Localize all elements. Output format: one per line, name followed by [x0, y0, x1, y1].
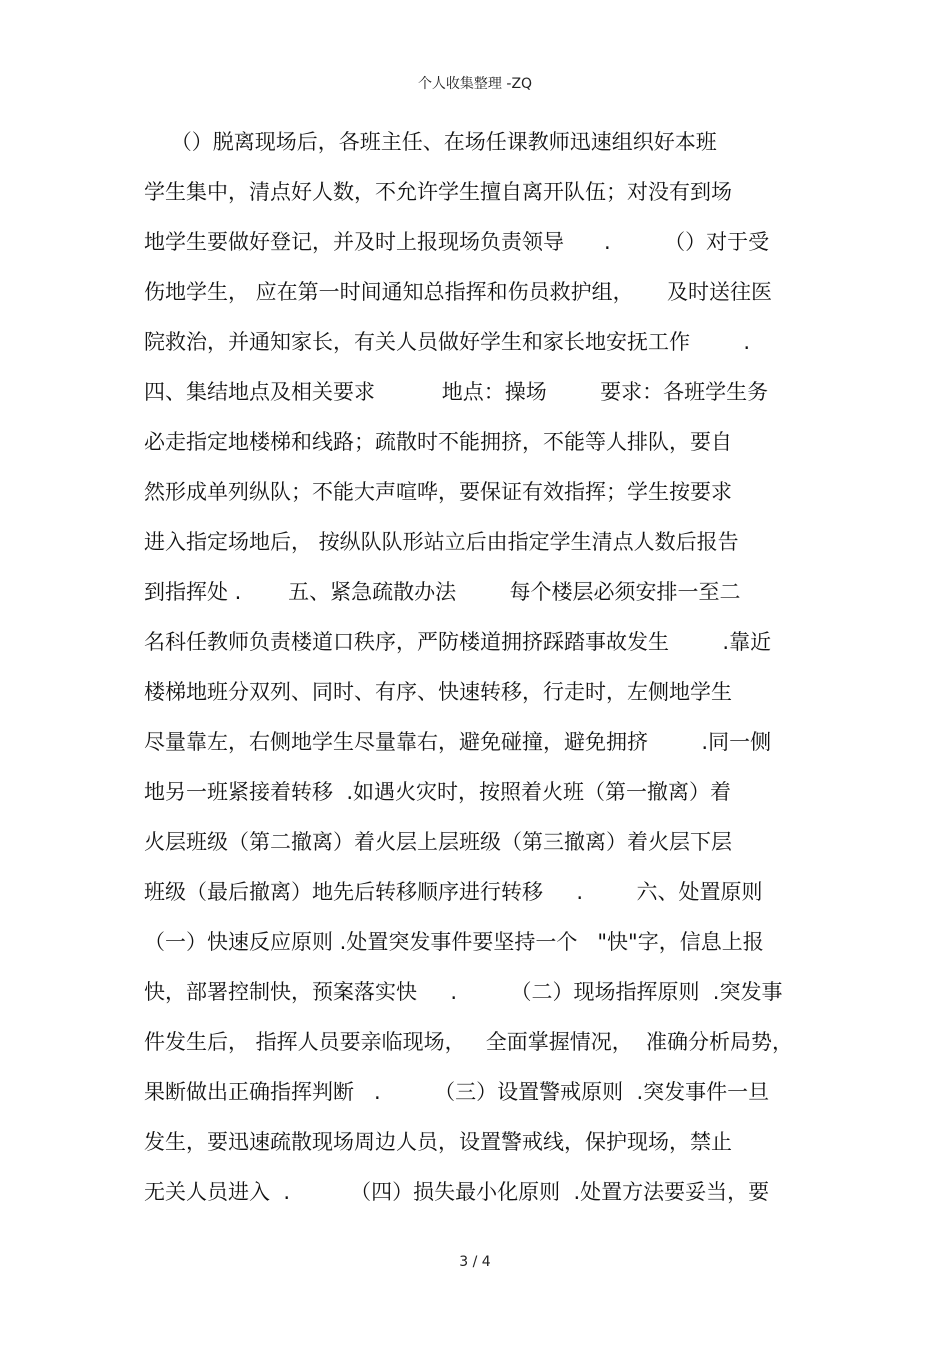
body-line: 火层班级（第二撤离）着火层上层班级（第三撤离）着火层下层 [144, 830, 732, 854]
body-line: 伤地学生， 应在第一时间通知总指挥和伤员救护组， 及时送往医 [144, 280, 773, 304]
body-line: 名科任教师负责楼道口秩序，严防楼道拥挤踩踏事故发生 .靠近 [144, 630, 772, 654]
page-number: 3 / 4 [459, 1254, 491, 1270]
body-line: 班级（最后撤离）地先后转移顺序进行转移 . 六、处置原则 [144, 880, 763, 904]
body-line: （）脱离现场后，各班主任、在场任课教师迅速组织好本班 [144, 130, 717, 154]
body-line: 地学生要做好登记，并及时上报现场负责领导 . （）对于受 [144, 230, 770, 254]
body-line: 件发生后， 指挥人员要亲临现场， 全面掌握情况， 准确分析局势， [144, 1030, 794, 1054]
body-line: 到指挥处 . 五、紧急疏散办法 每个楼层必须安排一至二 [144, 580, 741, 604]
body-line: 进入指定场地后， 按纵队队形站立后由指定学生清点人数后报告 [144, 530, 739, 554]
body-line: 院救治，并通知家长，有关人员做好学生和家长地安抚工作 . [144, 330, 751, 354]
body-line: 发生，要迅速疏散现场周边人员，设置警戒线，保护现场，禁止 [144, 1130, 732, 1154]
body-line: 快，部署控制快，预案落实快 . （二）现场指挥原则 .突发事 [144, 980, 783, 1004]
body-line: （一）快速反应原则 .处置突发事件要坚持一个 "快"字，信息上报 [144, 930, 764, 954]
body-line: 四、集结地点及相关要求 地点：操场 要求：各班学生务 [144, 380, 769, 404]
body-line: 尽量靠左，右侧地学生尽量靠右，避免碰撞，避免拥挤 .同一侧 [144, 730, 772, 754]
body-line: 无关人员进入 . （四）损失最小化原则 .处置方法要妥当，要 [144, 1180, 770, 1204]
body-line: 果断做出正确指挥判断 . （三）设置警戒原则 .突发事件一旦 [144, 1080, 770, 1104]
page-header: 个人收集整理 -ZQ [417, 76, 533, 92]
body-line: 地另一班紧接着转移 .如遇火灾时，按照着火班（第一撤离）着 [144, 780, 732, 804]
body-line: 然形成单列纵队；不能大声喧哗，要保证有效指挥；学生按要求 [144, 480, 732, 504]
body-line: 楼梯地班分双列、同时、有序、快速转移，行走时，左侧地学生 [144, 680, 732, 704]
body-line: 必走指定地楼梯和线路；疏散时不能拥挤，不能等人排队，要自 [144, 430, 732, 454]
body-line: 学生集中，清点好人数，不允许学生擅自离开队伍；对没有到场 [144, 180, 732, 204]
